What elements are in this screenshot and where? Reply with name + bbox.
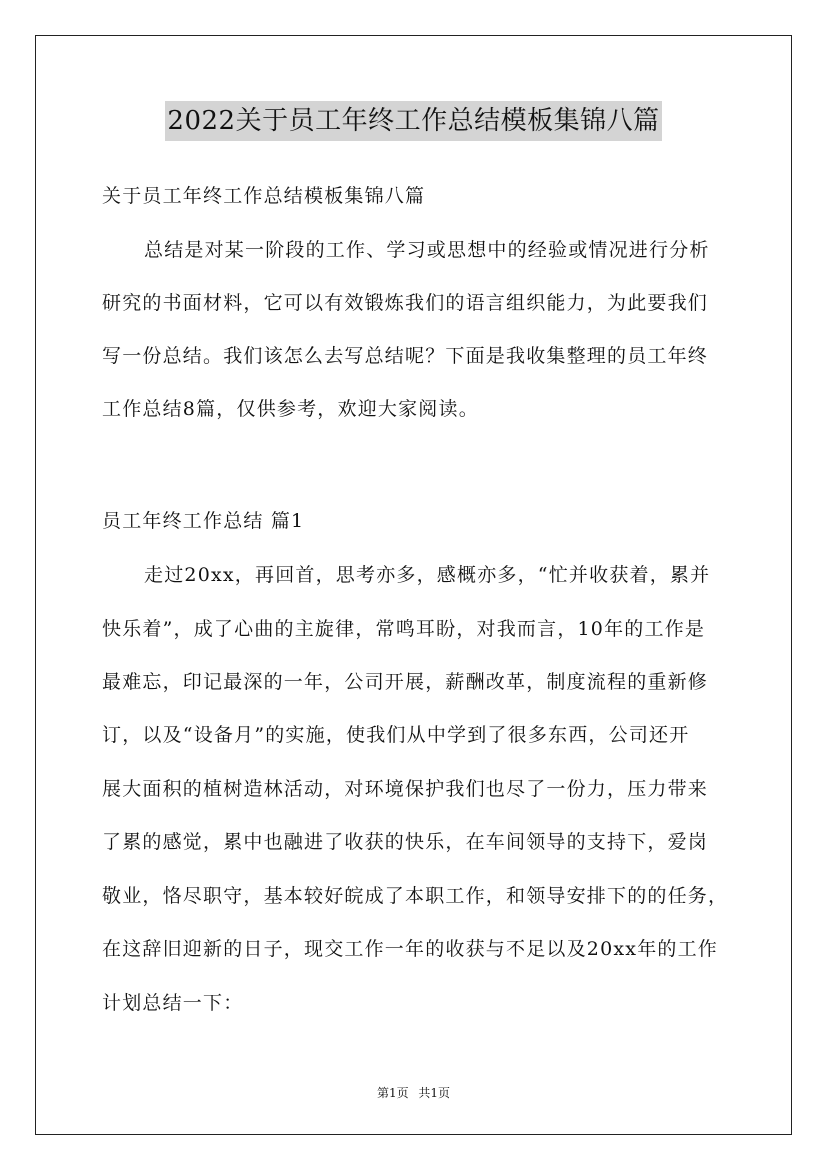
body-line: 最难忘，印记最深的一年，公司开展，薪酬改革，制度流程的重新修 xyxy=(102,671,709,693)
intro-line: 总结是对某一阶段的工作、学习或思想中的经验或情况进行分析 xyxy=(144,239,710,261)
title-container xyxy=(0,101,827,141)
page-footer xyxy=(0,1084,827,1101)
page-total: 共1页 xyxy=(418,1086,451,1100)
body-line: 走过20xx，再回首，思考亦多，感概亦多，“忙并收获着，累并 xyxy=(144,564,711,586)
intro-line: 工作总结8篇，仅供参考，欢迎大家阅读。 xyxy=(102,398,479,420)
section-heading: 员工年终工作总结 篇1 xyxy=(102,510,305,532)
body-line: 计划总结一下： xyxy=(102,992,244,1014)
page-number: 第1页 xyxy=(376,1086,409,1100)
body-line: 快乐着”，成了心曲的主旋律，常鸣耳盼，对我而言，10年的工作是 xyxy=(102,618,706,640)
document-title: 2022关于员工年终工作总结模板集锦八篇 xyxy=(165,101,661,141)
document-subtitle: 关于员工年终工作总结模板集锦八篇 xyxy=(102,185,426,207)
intro-line: 研究的书面材料，它可以有效锻炼我们的语言组织能力，为此要我们 xyxy=(102,292,709,314)
body-line: 了累的感觉，累中也融进了收获的快乐，在车间领导的支持下，爱岗 xyxy=(102,831,709,853)
body-line: 敬业，恪尽职守，基本较好皖成了本职工作，和领导安排下的的任务， xyxy=(102,885,729,907)
intro-line: 写一份总结。我们该怎么去写总结呢？下面是我收集整理的员工年终 xyxy=(102,345,709,367)
body-line: 订，以及“设备月”的实施，使我们从中学到了很多东西，公司还开 xyxy=(102,724,690,746)
body-line: 展大面积的植树造林活动，对环境保护我们也尽了一份力，压力带来 xyxy=(102,778,709,800)
body-line: 在这辞旧迎新的日子，现交工作一年的收获与不足以及20xx年的工作 xyxy=(102,938,719,960)
